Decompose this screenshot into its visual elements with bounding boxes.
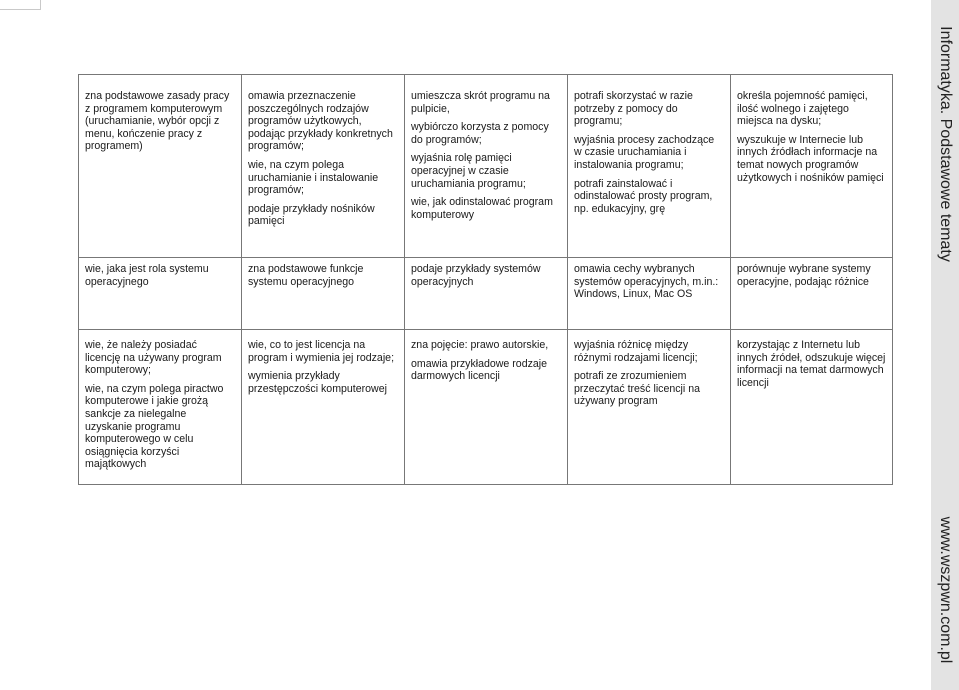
sidebar-url: www.wszpwn.com.pl	[937, 516, 954, 664]
cell-paragraph: zna podstawowe funkcje systemu operacyjnego	[248, 263, 364, 288]
table-row	[79, 258, 893, 330]
cell-paragraph: omawia przykładowe rodzaje darmowych licencji	[411, 357, 548, 383]
sidebar-strip	[931, 0, 959, 690]
table-row	[79, 75, 893, 258]
requirements-table	[78, 74, 893, 485]
cell-paragraph: wyszukuje w Internecie lub innych źródłach informacje na temat nowych programów użytkowych i nośników pamięci	[737, 133, 884, 184]
cell-paragraph: korzystając z Internetu lub innych źródeł, odszukuje więcej informacji na temat darmowych licencji	[737, 339, 886, 389]
cell-paragraph: zna podstawowe zasady pracy z programem komputerowym (uruchamianie, wybór opcji z menu, kończenie pracy z programem)	[85, 90, 230, 153]
cell-paragraph: wie, co to jest licencja na program i wymienia jej rodzaje;	[248, 339, 395, 364]
table-cell	[79, 330, 242, 485]
cell-paragraph: wie, na czym polega uruchamianie i instalowanie programów;	[248, 158, 379, 197]
cell-paragraph: wyjaśnia rolę pamięci operacyjnej w czasie uruchamiania programu;	[411, 152, 526, 190]
table-row	[79, 330, 893, 485]
cell-paragraph: wyjaśnia procesy zachodzące w czasie uruchamiania i instalowania programu;	[574, 133, 715, 171]
table-cell	[405, 330, 568, 485]
table-cell	[242, 330, 405, 485]
cell-paragraph: potrafi ze zrozumieniem przeczytać treść licencji na używany program	[574, 370, 700, 408]
cell-paragraph: potrafi skorzystać w razie potrzeby z pomocy do programu;	[574, 90, 693, 128]
table-cell	[731, 330, 893, 485]
table-cell	[731, 258, 893, 330]
cell-paragraph: omawia cechy wybranych systemów operacyjnych, m.in.: Windows, Linux, Mac OS	[574, 263, 719, 301]
cell-paragraph: określa pojemność pamięci, ilość wolnego i zajętego miejsca na dysku;	[737, 90, 868, 128]
table-cell	[79, 258, 242, 330]
table-cell	[242, 75, 405, 258]
table-cell	[242, 258, 405, 330]
table-cell	[405, 75, 568, 258]
cell-paragraph: zna pojęcie: prawo autorskie,	[411, 339, 549, 351]
table-cell	[568, 330, 731, 485]
cell-paragraph: wie, na czym polega piractwo komputerowe i jakie grożą sankcje za nielegalne uzyskanie programu komputerowego w celu osiągnięcia korzyści majątkowych	[85, 382, 224, 471]
cell-paragraph: wie, jaka jest rola systemu operacyjnego	[85, 263, 209, 288]
cell-paragraph: potrafi zainstalować i odinstalować prosty program, np. edukacyjny, grę	[574, 177, 713, 215]
cell-paragraph: porównuje wybrane systemy operacyjne, podając różnice	[737, 263, 871, 288]
table-cell	[405, 258, 568, 330]
corner-frame	[0, 0, 41, 10]
cell-paragraph: umieszcza skrót programu na pulpicie,	[411, 90, 550, 115]
cell-paragraph: wie, że należy posiadać licencję na używany program komputerowy;	[85, 339, 222, 377]
cell-paragraph: omawia przeznaczenie poszczególnych rodzajów programów użytkowych, podając przykłady konkretnych programów;	[248, 90, 393, 153]
cell-paragraph: podaje przykłady systemów operacyjnych	[411, 263, 541, 288]
table-cell	[79, 75, 242, 258]
cell-paragraph: wie, jak odinstalować program komputerowy	[411, 196, 553, 221]
cell-paragraph: podaje przykłady nośników pamięci	[248, 202, 375, 228]
cell-paragraph: wybiórczo korzysta z pomocy do programów;	[411, 121, 549, 146]
table-cell	[568, 75, 731, 258]
cell-paragraph: wyjaśnia różnicę między różnymi rodzajami licencji;	[574, 339, 698, 364]
table-cell	[568, 258, 731, 330]
table-cell	[731, 75, 893, 258]
cell-paragraph: wymienia przykłady przestępczości komputerowej	[248, 370, 387, 395]
sidebar-title: Informatyka. Podstawowe tematy	[937, 26, 954, 262]
